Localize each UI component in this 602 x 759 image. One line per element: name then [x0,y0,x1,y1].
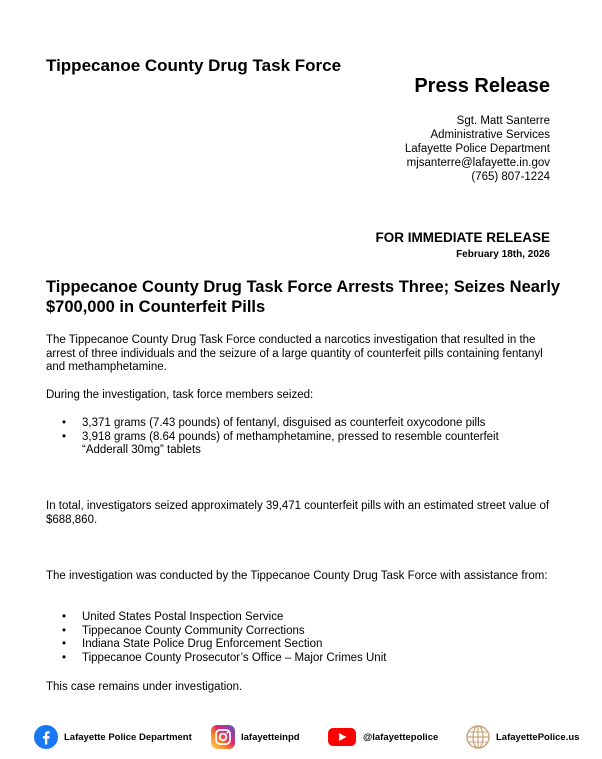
list-item: • United States Postal Inspection Service [46,611,546,625]
document-type-heading: Press Release [414,75,550,97]
headline: Tippecanoe County Drug Task Force Arrests Three; Seizes Nearly $700,000 in Counterfeit Pills [46,278,561,316]
list-item: • 3,918 grams (8.64 pounds) of methamphetamine, pressed to resemble counterfeit “Adderall 30mg” tablets [46,431,546,458]
contact-name: Sgt. Matt Santerre [456,115,550,127]
instagram-label: lafayetteinpd [241,731,300,743]
facebook-label: Lafayette Police Department [64,731,192,743]
contact-unit: Administrative Services [430,129,550,141]
instagram-icon [211,725,235,749]
assisting-agencies-list [46,611,546,665]
contact-phone: (765) 807-1224 [471,171,550,183]
list-item: • Tippecanoe County Prosecutor’s Office – Major Crimes Unit [46,652,546,666]
seized-intro: During the investigation, task force members seized: [46,389,314,401]
contact-email[interactable]: mjsanterre@lafayette.in.gov [406,157,550,169]
facebook-icon [34,725,58,749]
youtube-link[interactable] [327,724,438,750]
closing-paragraph: This case remains under investigation. [46,681,243,693]
intro-paragraph: The Tippecanoe County Drug Task Force conducted a narcotics investigation that resulted in the arrest of three individuals and the seizure of a large quantity of counterfeit pills containing fentanyl and methamphetamine. [46,334,543,373]
list-item: • Tippecanoe County Community Corrections [46,625,546,639]
list-item: • Indiana State Police Drug Enforcement Section [46,638,546,652]
contact-department: Lafayette Police Department [404,143,550,155]
youtube-icon [327,725,357,749]
instagram-link[interactable] [211,724,300,750]
seized-items-list [46,417,546,458]
facebook-link[interactable] [34,724,192,750]
website-label: LafayettePolice.us [496,731,580,743]
release-date: February 18th, 2026 [456,249,550,260]
organization-title: Tippecanoe County Drug Task Force [46,56,342,75]
total-paragraph: In total, investigators seized approximately 39,471 counterfeit pills with an estimated street value of $688,860. [46,500,550,526]
youtube-label: @lafayettepolice [363,731,439,743]
release-label: FOR IMMEDIATE RELEASE [375,230,550,245]
assist-intro: The investigation was conducted by the Tippecanoe County Drug Task Force with assistance from: [46,570,548,582]
contact-block [405,114,550,184]
globe-icon [466,725,490,749]
list-item: • 3,371 grams (7.43 pounds) of fentanyl, disguised as counterfeit oxycodone pills [46,417,546,431]
social-footer [0,720,602,754]
website-link[interactable] [466,724,579,750]
